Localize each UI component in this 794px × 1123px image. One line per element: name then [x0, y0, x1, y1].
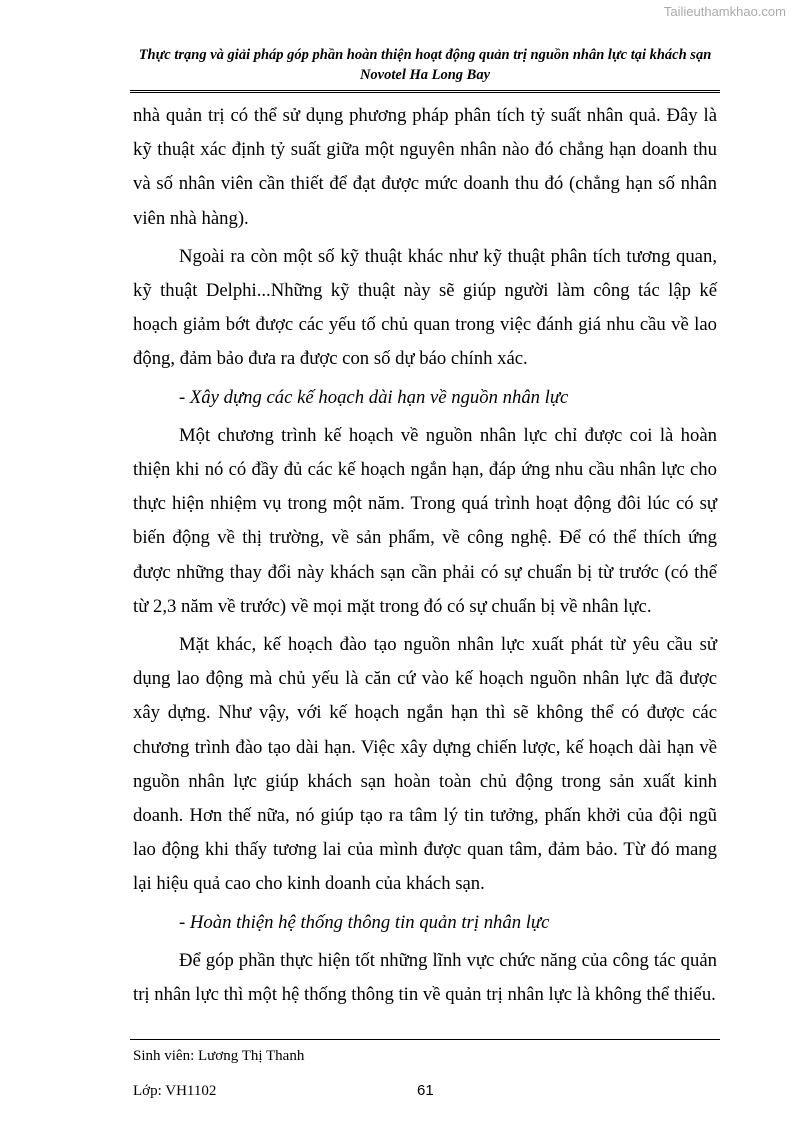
paragraph-1: nhà quản trị có thể sử dụng phương pháp phân tích tỷ suất nhân quả. Đây là kỹ thuật xác định tỷ suất giữa một nguyên nhân nào đó chẳng hạn doanh thu và số nhân viên cần thiết để đạt được mức doanh thu đó (chẳng hạn số nhân viên nhà hàng). — [133, 105, 717, 229]
footer-class: Lớp: VH1102 — [133, 1083, 217, 1099]
watermark: Tailieuthamkhao.com — [663, 4, 786, 19]
page-number: 61 — [417, 1082, 434, 1099]
header-divider — [130, 90, 720, 93]
document-body — [133, 99, 717, 1012]
running-header — [130, 45, 720, 85]
section-heading-long-term-plans: - Xây dựng các kế hoạch dài hạn về nguồn nhân lực — [179, 386, 569, 408]
header-line-2: Novotel Ha Long Bay — [359, 67, 491, 83]
paragraph-4: Mặt khác, kế hoạch đào tạo nguồn nhân lực xuất phát từ yêu cầu sử dụng lao động mà chủ yếu là căn cứ vào kế hoạch nguồn nhân lực đã được xây dựng. Như vậy, với kế hoạch ngắn hạn thì sẽ không thể có được các chương trình đào tạo dài hạn. Việc xây dựng chiến lược, kế hoạch dài hạn về nguồn nhân lực giúp khách sạn hoàn toàn chủ động trong sản xuất kinh doanh. Hơn thế nữa, nó giúp tạo ra tâm lý tin tưởng, phấn khởi của đội ngũ lao động khi thấy tương lai của mình được quan tâm, đảm bảo. Từ đó mang lại hiệu quả cao cho kinh doanh của khách sạn. — [133, 634, 717, 895]
section-heading-hr-info-system: - Hoàn thiện hệ thống thông tin quản trị nhân lực — [179, 911, 550, 933]
paragraph-3: Một chương trình kế hoạch về nguồn nhân lực chỉ được coi là hoàn thiện khi nó có đầy đủ các kế hoạch ngắn hạn, đáp ứng nhu cầu nhân lực cho thực hiện nhiệm vụ trong một năm. Trong quá trình hoạt động đôi lúc có sự biến động về thị trường, về sản phẩm, về công nghệ. Để có thể thích ứng được những thay đổi này khách sạn cần phải có sự chuẩn bị từ trước (có thể từ 2,3 năm về trước) về mọi mặt trong đó có sự chuẩn bị về nhân lực. — [133, 424, 717, 617]
paragraph-5: Để góp phần thực hiện tốt những lĩnh vực chức năng của công tác quản trị nhân lực thì một hệ thống thông tin về quản trị nhân lực là không thể thiếu. — [133, 949, 717, 1006]
paragraph-2: Ngoài ra còn một số kỹ thuật khác như kỹ thuật phân tích tương quan, kỹ thuật Delphi...Những kỹ thuật này sẽ giúp người làm công tác lập kế hoạch giảm bớt được các yếu tố chủ quan trong việc đánh giá nhu cầu về lao động, đảm bảo đưa ra được con số dự báo chính xác. — [133, 245, 717, 370]
header-line-1: Thực trạng và giải pháp góp phần hoàn thiện hoạt động quản trị nguồn nhân lực tại khách sạn — [138, 47, 712, 63]
footer-divider — [130, 1039, 720, 1040]
footer-student-name: Sinh viên: Lương Thị Thanh — [133, 1048, 305, 1064]
